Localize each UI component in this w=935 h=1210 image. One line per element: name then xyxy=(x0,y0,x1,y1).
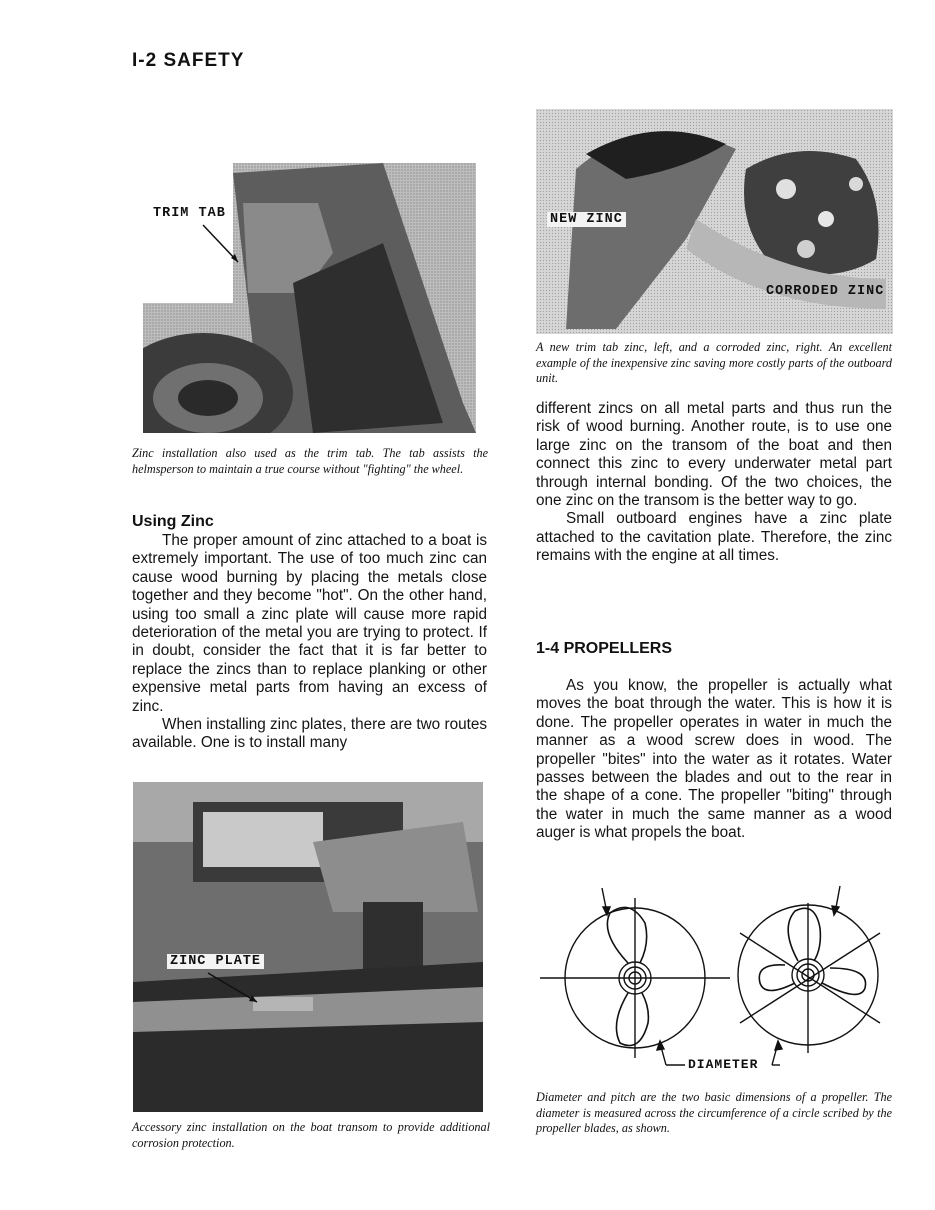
trim-tab-photo xyxy=(143,163,476,433)
diameter-label: DIAMETER xyxy=(688,1057,759,1072)
right-column-para-cont: different zincs on all metal parts and thus run the risk of wood burning. Another route, is to use one large zinc on the transom of the boat and then connect this zinc to every underwater metal part through internal bonding. Of the two choices, the one zinc on the transom is the better way to go. xyxy=(536,400,892,510)
zinc-plate-label: ZINC PLATE xyxy=(167,954,264,969)
trim-tab-label: TRIM TAB xyxy=(153,206,226,221)
trim-tab-photo-art xyxy=(143,163,476,433)
trim-tab-arrow xyxy=(200,222,250,272)
propellers-para: As you know, the propeller is actually what moves the boat through the water. This is how it is done. The propeller operates in water in much the manner as a wood screw does in wood. The propeller "bites" into the water as it rotates. Water passes between the blades and out to the rear in the shape of a cone. The propeller "biting" through the water in much the same manner as a wood auger is what propels the boat. xyxy=(536,677,892,842)
using-zinc-body xyxy=(132,532,487,753)
zinc-plate-photo-art xyxy=(133,782,483,1112)
propeller-caption: Diameter and pitch are the two basic dimensions of a propeller. The diameter is measured across the circumference of a circle scribed by the propeller blades, as shown. xyxy=(536,1090,892,1135)
using-zinc-para-2: When installing zinc plates, there are two routes available. One is to install many xyxy=(132,716,487,752)
using-zinc-para-1: The proper amount of zinc attached to a boat is extremely important. The use of too much zinc can cause wood burning by placing the metals close together and they become "hot". On the other hand, using too small a zinc plate will cause more rapid deterioration of the metal you are trying to protect. If in doubt, consider the fact that it is far better to replace the zincs than to replace planking or other expensive metal parts from having an excess of zinc. xyxy=(132,532,487,715)
propellers-heading: 1-4 PROPELLERS xyxy=(536,640,673,657)
zinc-plate-caption: Accessory zinc installation on the boat transom to provide additional corrosion protection. xyxy=(132,1120,490,1150)
zinc-plate-arrow xyxy=(205,970,265,1010)
trim-tab-caption: Zinc installation also used as the trim tab. The tab assists the helmsperson to maintain a true course without "fighting" the wheel. xyxy=(132,446,488,476)
using-zinc-heading: Using Zinc xyxy=(132,513,214,530)
page-header: I-2 SAFETY xyxy=(132,50,245,71)
new-zinc-label: NEW ZINC xyxy=(547,212,626,227)
corroded-zinc-label: CORRODED ZINC xyxy=(766,284,885,299)
right-column-para-small: Small outboard engines have a zinc plate attached to the cavitation plate. Therefore, the zinc remains with the engine at all times. xyxy=(536,510,892,565)
propeller-diagram xyxy=(540,883,890,1078)
zinc-plate-photo xyxy=(133,782,483,1112)
right-column-body xyxy=(536,400,892,566)
propellers-body xyxy=(536,677,892,843)
zinc-compare-caption: A new trim tab zinc, left, and a corroded zinc, right. An excellent example of the inexpensive zinc saving more costly parts of the outboard unit. xyxy=(536,340,892,385)
